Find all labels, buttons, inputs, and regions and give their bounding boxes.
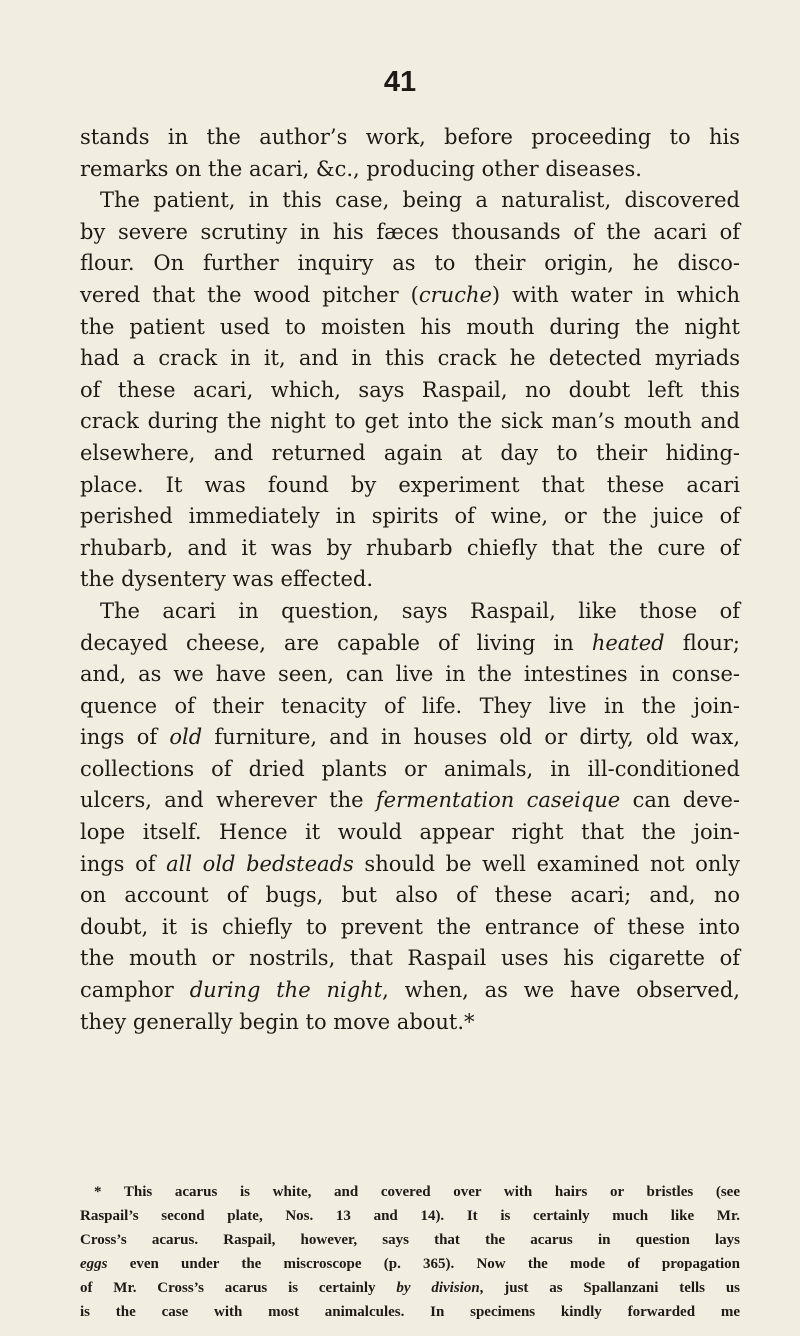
footnote-line xyxy=(80,1276,740,1300)
text-line: collections of dried plants or animals, in ill-conditioned xyxy=(80,756,740,781)
text-line: on account of bugs, but also of these acari; and, no xyxy=(80,883,740,908)
italic-term: heated xyxy=(591,630,665,655)
text-line: lope itself. Hence it would appear right that the join- xyxy=(80,820,740,845)
footnote xyxy=(80,1180,740,1324)
footnote-line xyxy=(80,1252,740,1276)
text-line: the dysentery was effected. xyxy=(80,567,374,592)
footnote-line: * This acarus is white, and covered over with hairs or bristles (see xyxy=(94,1184,740,1200)
text-line: rhubarb, and it was by rhubarb chiefly that the cure of xyxy=(80,535,740,560)
footnote-line: is the case with most animalcules. In specimens kindly forwarded me xyxy=(80,1304,740,1320)
text-line xyxy=(80,975,740,1007)
text-line: and, as we have seen, can live in the intestines in conse- xyxy=(80,662,740,687)
text-line: stands in the author’s work, before proceeding to his xyxy=(80,125,740,149)
text-line: doubt, it is chiefly to prevent the entrance of these into xyxy=(80,914,740,939)
text-line: quence of their tenacity of life. They live in the join- xyxy=(80,693,740,718)
text-line: The patient, in this case, being a naturalist, discovered xyxy=(100,188,740,213)
footnote-line: Cross’s acarus. Raspail, however, says that the acarus in question lays xyxy=(80,1232,740,1248)
italic-term: by division xyxy=(396,1280,480,1296)
text-segment: of Mr. Cross’s acarus is certainly xyxy=(80,1280,397,1296)
text-segment: flour; xyxy=(664,630,740,655)
text-segment: furniture, and in houses old or dirty, old wax, xyxy=(202,725,740,750)
text-line: elsewhere, and returned again at day to their hiding- xyxy=(80,440,740,465)
text-segment: camphor xyxy=(80,978,190,1003)
body-text xyxy=(80,122,740,1038)
footnote-line: Raspail’s second plate, Nos. 13 and 14). It is certainly much like Mr. xyxy=(80,1208,740,1224)
text-line: had a crack in it, and in this crack he detected myriads xyxy=(80,346,740,371)
text-segment: should be well examined not only xyxy=(353,851,740,876)
text-line xyxy=(80,722,740,754)
text-segment: ings of xyxy=(80,725,170,750)
text-line xyxy=(80,628,740,660)
text-segment: ings of xyxy=(80,851,167,876)
italic-term: eggs xyxy=(80,1256,108,1272)
text-line: flour. On further inquiry as to their origin, he disco- xyxy=(80,251,740,276)
text-line: The acari in question, says Raspail, like those of xyxy=(100,598,740,623)
text-line: place. It was found by experiment that these acari xyxy=(80,472,740,497)
text-line xyxy=(80,849,740,881)
italic-term: all old bedsteads xyxy=(166,851,354,876)
text-line xyxy=(80,280,740,312)
text-line: perished immediately in spirits of wine, or the juice of xyxy=(80,504,740,529)
text-line: they generally begin to move about.* xyxy=(80,1009,475,1034)
text-segment: , when, as we have observed, xyxy=(382,978,740,1003)
text-segment: , just as Spallanzani tells us xyxy=(479,1280,741,1296)
italic-term: during the night xyxy=(189,978,383,1003)
text-line: of these acari, which, says Raspail, no doubt left this xyxy=(80,377,740,402)
italic-term: fermentation caseique xyxy=(375,788,621,813)
text-line: remarks on the acari, &c., producing other diseases. xyxy=(80,156,642,181)
text-line: by severe scrutiny in his fæces thousands of the acari of xyxy=(80,219,740,244)
text-segment: ulcers, and wherever the xyxy=(80,788,376,813)
italic-term: cruche xyxy=(418,282,492,307)
text-line xyxy=(80,785,740,817)
text-segment: can deve- xyxy=(620,788,740,813)
text-line: crack during the night to get into the sick man’s mouth and xyxy=(80,409,740,434)
text-segment: even under the miscroscope (p. 365). Now the mode of propagation xyxy=(107,1256,740,1272)
text-segment: vered that the wood pitcher ( xyxy=(80,282,419,307)
text-line: the mouth or nostrils, that Raspail uses his cigarette of xyxy=(80,946,740,971)
italic-term: old xyxy=(169,725,203,750)
text-line: the patient used to moisten his mouth during the night xyxy=(80,314,740,339)
text-segment: ) with water in which xyxy=(491,282,740,307)
text-segment: decayed cheese, are capable of living in xyxy=(80,630,592,655)
page-number: 41 xyxy=(383,66,417,98)
